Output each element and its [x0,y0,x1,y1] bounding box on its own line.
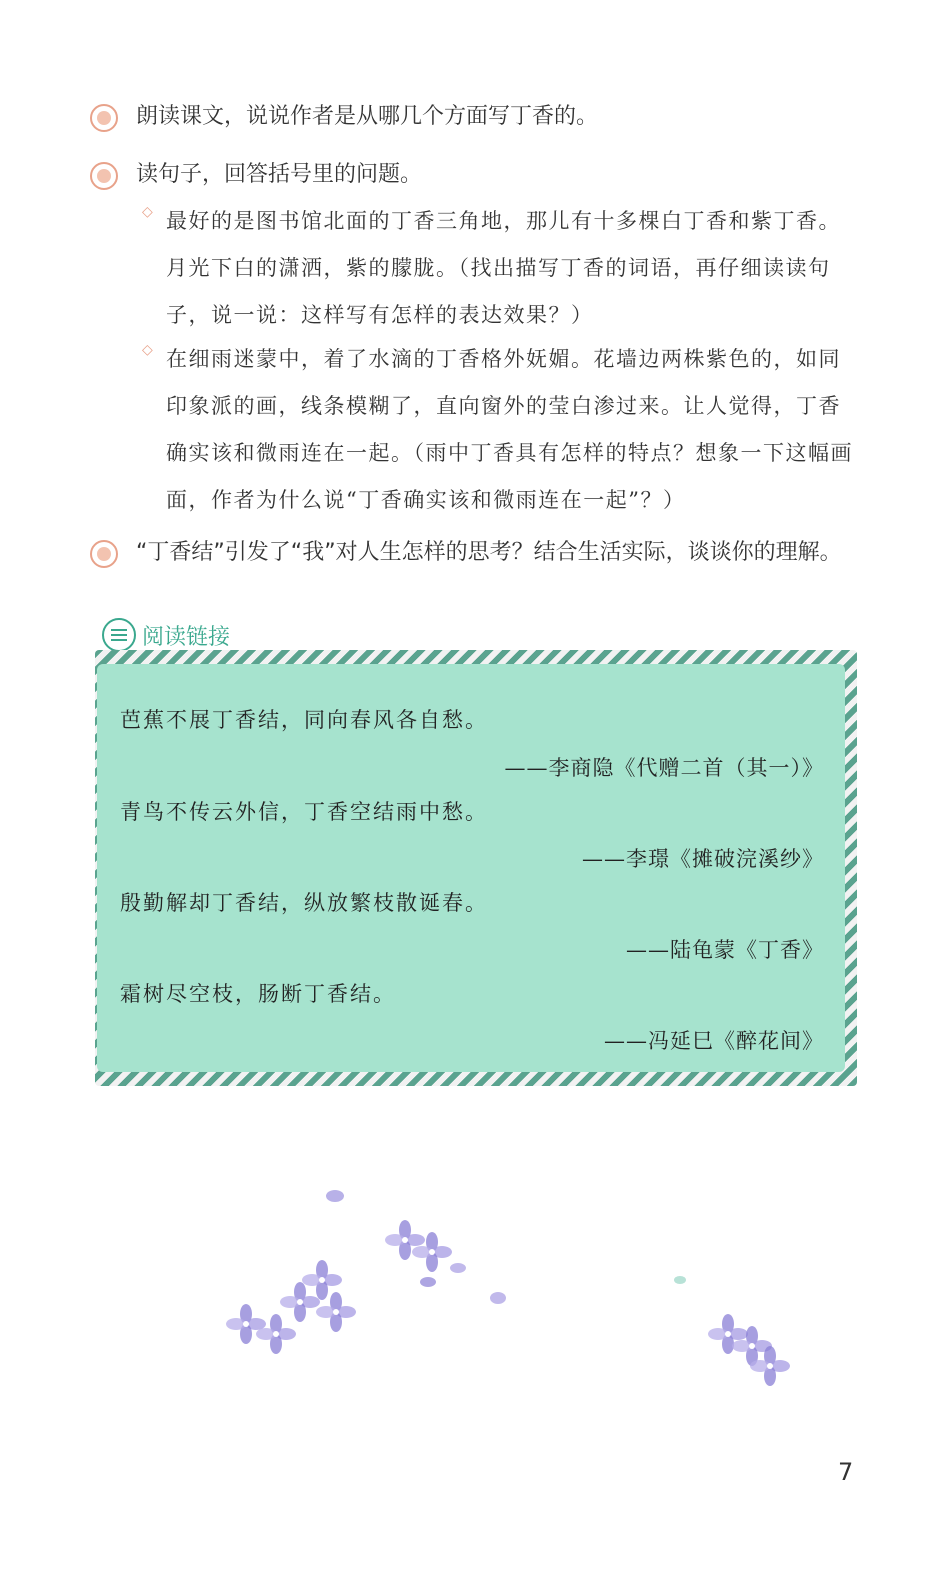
poem-line-1: 芭蕉不展丁香结，同向春风各自愁。 [120,708,488,732]
reading-link-header [102,618,230,652]
poem-source-3: ——陆龟蒙《丁香》 [626,938,824,962]
poem-source-2: ——李璟《摊破浣溪纱》 [582,847,824,871]
question-text: 朗读课文，说说作者是从哪几个方面写丁香的。 [136,104,599,129]
page-number: 7 [838,1458,854,1486]
question-1 [90,102,598,132]
poem-source-4: ——冯延巳《醉花间》 [604,1029,824,1053]
sentence-text: 最好的是图书馆北面的丁香三角地，那儿有十多棵白丁香和紫丁香。月光下白的潇洒，紫的朦胧。（找出描写丁香的词语，再仔细读读句子，说一说：这样写有怎样的表达效果？） [166,209,841,327]
question-bullet-icon [90,540,118,568]
lilac-petals-illustration [0,1170,938,1410]
sentence-text: 在细雨迷蒙中，着了水滴的丁香格外妩媚。花墙边两株紫色的，如同印象派的画，线条模糊了，直向窗外的莹白渗过来。让人觉得，丁香确实该和微雨连在一起。（雨中丁香具有怎样的特点？想象一下这幅画面，作者为什么说“丁香确实该和微雨连在一起”？） [166,347,853,512]
question-2 [90,160,422,190]
question-text: “丁香结”引发了“我”对人生怎样的思考？结合生活实际，谈谈你的理解。 [136,540,842,565]
poem-source-1: ——李商隐《代赠二首（其一）》 [504,756,824,780]
question-text: 读句子，回答括号里的问题。 [136,162,423,187]
sentence-block-2 [142,336,862,524]
diamond-bullet-icon: ◇ [142,342,153,358]
diamond-bullet-icon: ◇ [142,204,153,220]
poem-line-2: 青鸟不传云外信，丁香空结雨中愁。 [120,800,488,824]
question-bullet-icon [90,104,118,132]
poem-line-4: 霜树尽空枝，肠断丁香结。 [120,982,396,1006]
reading-link-title: 阅读链接 [142,624,231,650]
question-bullet-icon [90,162,118,190]
sentence-block-1 [142,198,862,339]
question-3 [90,538,842,568]
poem-line-3: 殷勤解却丁香结，纵放繁枝散诞春。 [120,891,488,915]
book-icon [102,618,136,652]
